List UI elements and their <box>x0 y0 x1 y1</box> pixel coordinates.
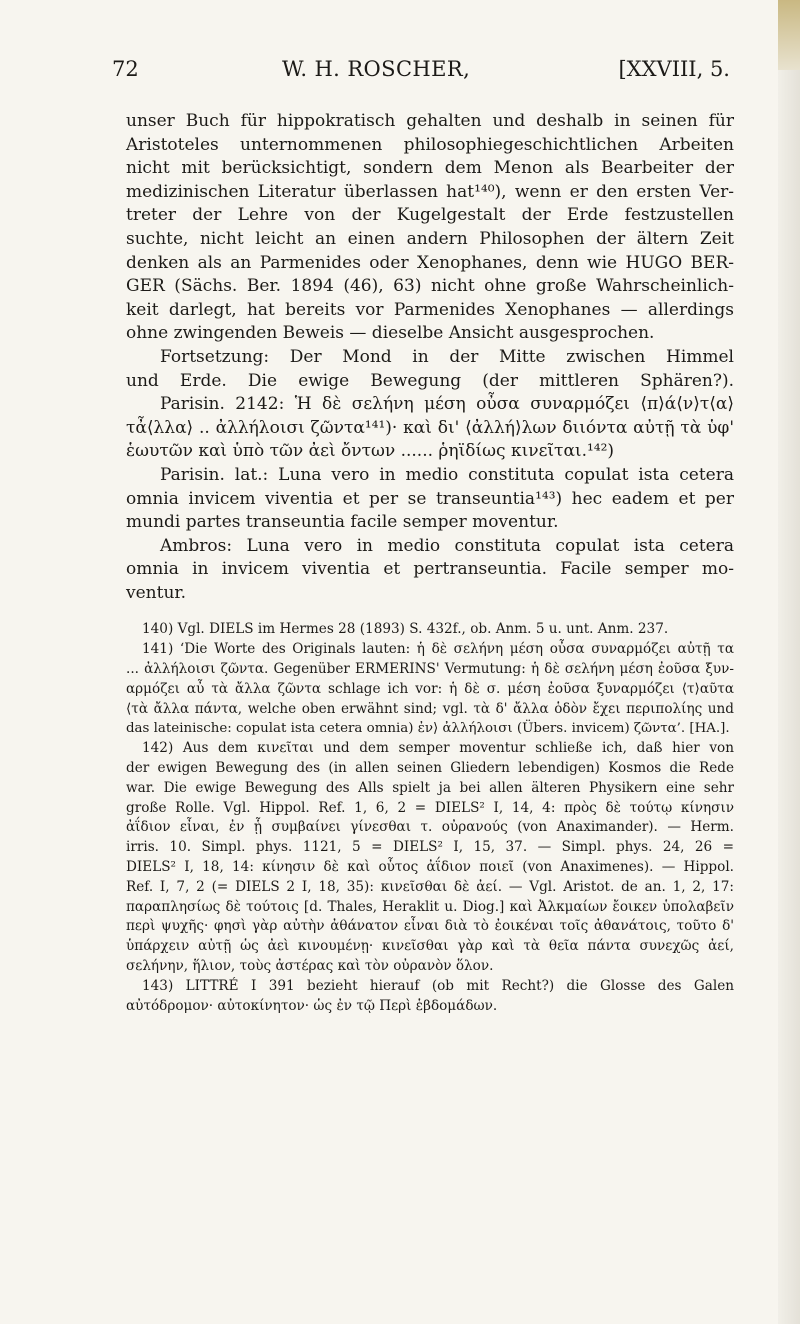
text-line: Fortsetzung: Der Mond in der Mitte zwischen Himmel <box>160 346 734 367</box>
text-line: keit darlegt, hat bereits vor Parmenides Xenophanes — allerdings <box>126 299 734 320</box>
footnote-line: ὑπάρχειν αὐτῇ ὡς ἀεὶ κινουμένῃ· κινεῖσθαι γὰρ καὶ τὰ θεῖα πάντα συνεχῶς ἀεί, <box>126 938 734 955</box>
text-line: medizinischen Literatur überlassen hat¹⁴⁰), wenn er den ersten Ver- <box>126 181 734 202</box>
text-line: unser Buch für hippokratisch gehalten und deshalb in seinen für <box>126 111 734 131</box>
footnote-line: das lateinische: copulat ista cetera omnia) ἐν⟩ ἀλλήλοισι (Übers. invicem) ζῶντα’. [HA.]. <box>126 721 730 737</box>
footnote-line: παραπλησίως δὲ τούτοις [d. Thales, Heraklit u. Diog.] καὶ Ἀλκμαίων ἔοικεν ὑπολαβεῖν <box>126 898 734 915</box>
text-line: nicht mit berücksichtigt, sondern dem Menon als Bearbeiter der <box>126 158 734 179</box>
page-body <box>126 110 734 1016</box>
text-line: treter der Lehre von der Kugelgestalt der Erde festzustellen <box>126 205 734 226</box>
footnote-line: war. Die ewige Bewegung des Alls spielt ja bei allen älteren Physikern eine sehr <box>126 779 734 796</box>
footnote-line: ⟨τὰ ἄλλα πάντα, welche oben erwähnt sind; vgl. τὰ δ' ἄλλα ὁδὸν ἔχει περιπολίης und <box>126 700 734 717</box>
footnote-line: DIELS² I, 18, 14: κίνησιν δὲ καὶ οὗτος ἀΐδιον ποιεῖ (von Anaximenes). — Hippol. <box>126 859 734 876</box>
footnote-line: 140) Vgl. DIELS im Hermes 28 (1893) S. 432f., ob. Anm. 5 u. unt. Anm. 237. <box>142 621 669 638</box>
footnote-line: 141) ‘Die Worte des Originals lauten: ἡ δὲ σελήνη μέση οὖσα συναρμόζει αὐτῇ τα <box>142 641 734 658</box>
footnote-line: Ref. I, 7, 2 (= DIELS 2 I, 18, 35): κινεῖσθαι δὲ ἀεί. — Vgl. Aristot. de an. 1, 2, 17: <box>126 878 734 895</box>
main-text <box>126 110 734 605</box>
text-line: omnia invicem viventia et per se transeuntia¹⁴³) hec eadem et per <box>126 488 734 509</box>
footnote-line: irris. 10. Simpl. phys. 1121, 5 = DIELS² I, 15, 37. — Simpl. phys. 24, 26 = <box>126 839 734 856</box>
text-line: Aristoteles unternommenen philosophiegeschichtlichen Arbeiten <box>126 134 734 155</box>
page-number: 72 <box>112 57 139 81</box>
footnote-line: 142) Aus dem κινεῖται und dem semper moventur schließe ich, daß hier von <box>142 740 734 757</box>
footnotes <box>126 620 734 1016</box>
text-line: suchte, nicht leicht an einen andern Philosophen der ältern Zeit <box>126 228 734 249</box>
running-head <box>112 54 730 84</box>
text-line: ohne zwingenden Beweis — dieselbe Ansicht ausgesprochen. <box>126 323 655 344</box>
text-line: mundi partes transeuntia facile semper moventur. <box>126 512 559 533</box>
running-title: W. H. ROSCHER, <box>282 57 471 81</box>
text-line: Parisin. 2142: Ἡ δὲ σελήνη μέση οὖσα συναρμόζει ⟨π⟩ά⟨ν⟩τ⟨α⟩ <box>160 394 734 415</box>
page-edge <box>778 0 800 1324</box>
footnote-line: περὶ ψυχῆς· φησὶ γὰρ αὐτὴν ἀθάνατον εἶναι διὰ τὸ ἐοικέναι τοῖς ἀθανάτοις, τοῦτο δ' <box>126 918 734 935</box>
footnote-line: αὐτόδρομον· αὐτοκίνητον· ὡς ἐν τῷ Περὶ ἑβδομάδων. <box>126 997 498 1014</box>
footnote-line: große Rolle. Vgl. Hippol. Ref. 1, 6, 2 = DIELS² I, 14, 4: πρὸς δὲ τούτῳ κίνησιν <box>126 799 734 816</box>
page-corner <box>778 0 800 70</box>
text-line: Ambros: Luna vero in medio constituta copulat ista cetera <box>160 535 734 556</box>
footnote-line: σελήνην, ἥλιον, τοὺς ἀστέρας καὶ τὸν οὐρανὸν ὅλον. <box>126 958 494 975</box>
text-line: Parisin. lat.: Luna vero in medio constituta copulat ista cetera <box>160 464 734 485</box>
text-line: GER (Sächs. Ber. 1894 (46), 63) nicht ohne große Wahrscheinlich- <box>126 276 734 297</box>
footnote-line: 143) LITTRÉ I 391 bezieht hierauf (ob mit Recht?) die Glosse des Galen <box>142 977 734 994</box>
text-line: ventur. <box>126 582 187 603</box>
footnote-line: der ewigen Bewegung des (in allen seinen Gliedern lebendigen) Kosmos die Rede <box>126 760 734 777</box>
footnote-line: ἀΐδιον εἶναι, ἐν ᾗ συμβαίνει γίνεσθαι τ. οὐρανούς (von Anaximander). — Herm. <box>126 819 734 836</box>
volume-reference: [XXVIII, 5. <box>618 57 730 81</box>
text-line: τἆ⟨λλα⟩ .. ἀλλήλοισι ζῶντα¹⁴¹)· καὶ δι' ⟨ἀλλή⟩λων διιόντα αὐτῇ τὰ ὑφ' <box>126 417 734 438</box>
text-line: omnia in invicem viventia et pertranseuntia. Facile semper mo- <box>126 559 734 580</box>
text-line: denken als an Parmenides oder Xenophanes, denn wie HUGO BER- <box>126 252 734 273</box>
text-line: ἑωυτῶν καὶ ὑπὸ τῶν ἀεὶ ὄντων ...... ῥηϊδίως κινεῖται.¹⁴²) <box>126 441 615 462</box>
footnote-line: ... ἀλλήλοισι ζῶντα. Gegenüber ERMERINS' Vermutung: ἡ δὲ σελήνη μέση ἐοῦσα ξυν- <box>126 661 734 678</box>
text-line: und Erde. Die ewige Bewegung (der mittleren Sphären?). <box>126 370 734 391</box>
footnote-line: αρμόζει αὖ τὰ ἄλλα ζῶντα schlage ich vor: ἡ δὲ σ. μέση ἐοῦσα ξυναρμόζει ⟨τ⟩αῦτα <box>126 680 734 697</box>
